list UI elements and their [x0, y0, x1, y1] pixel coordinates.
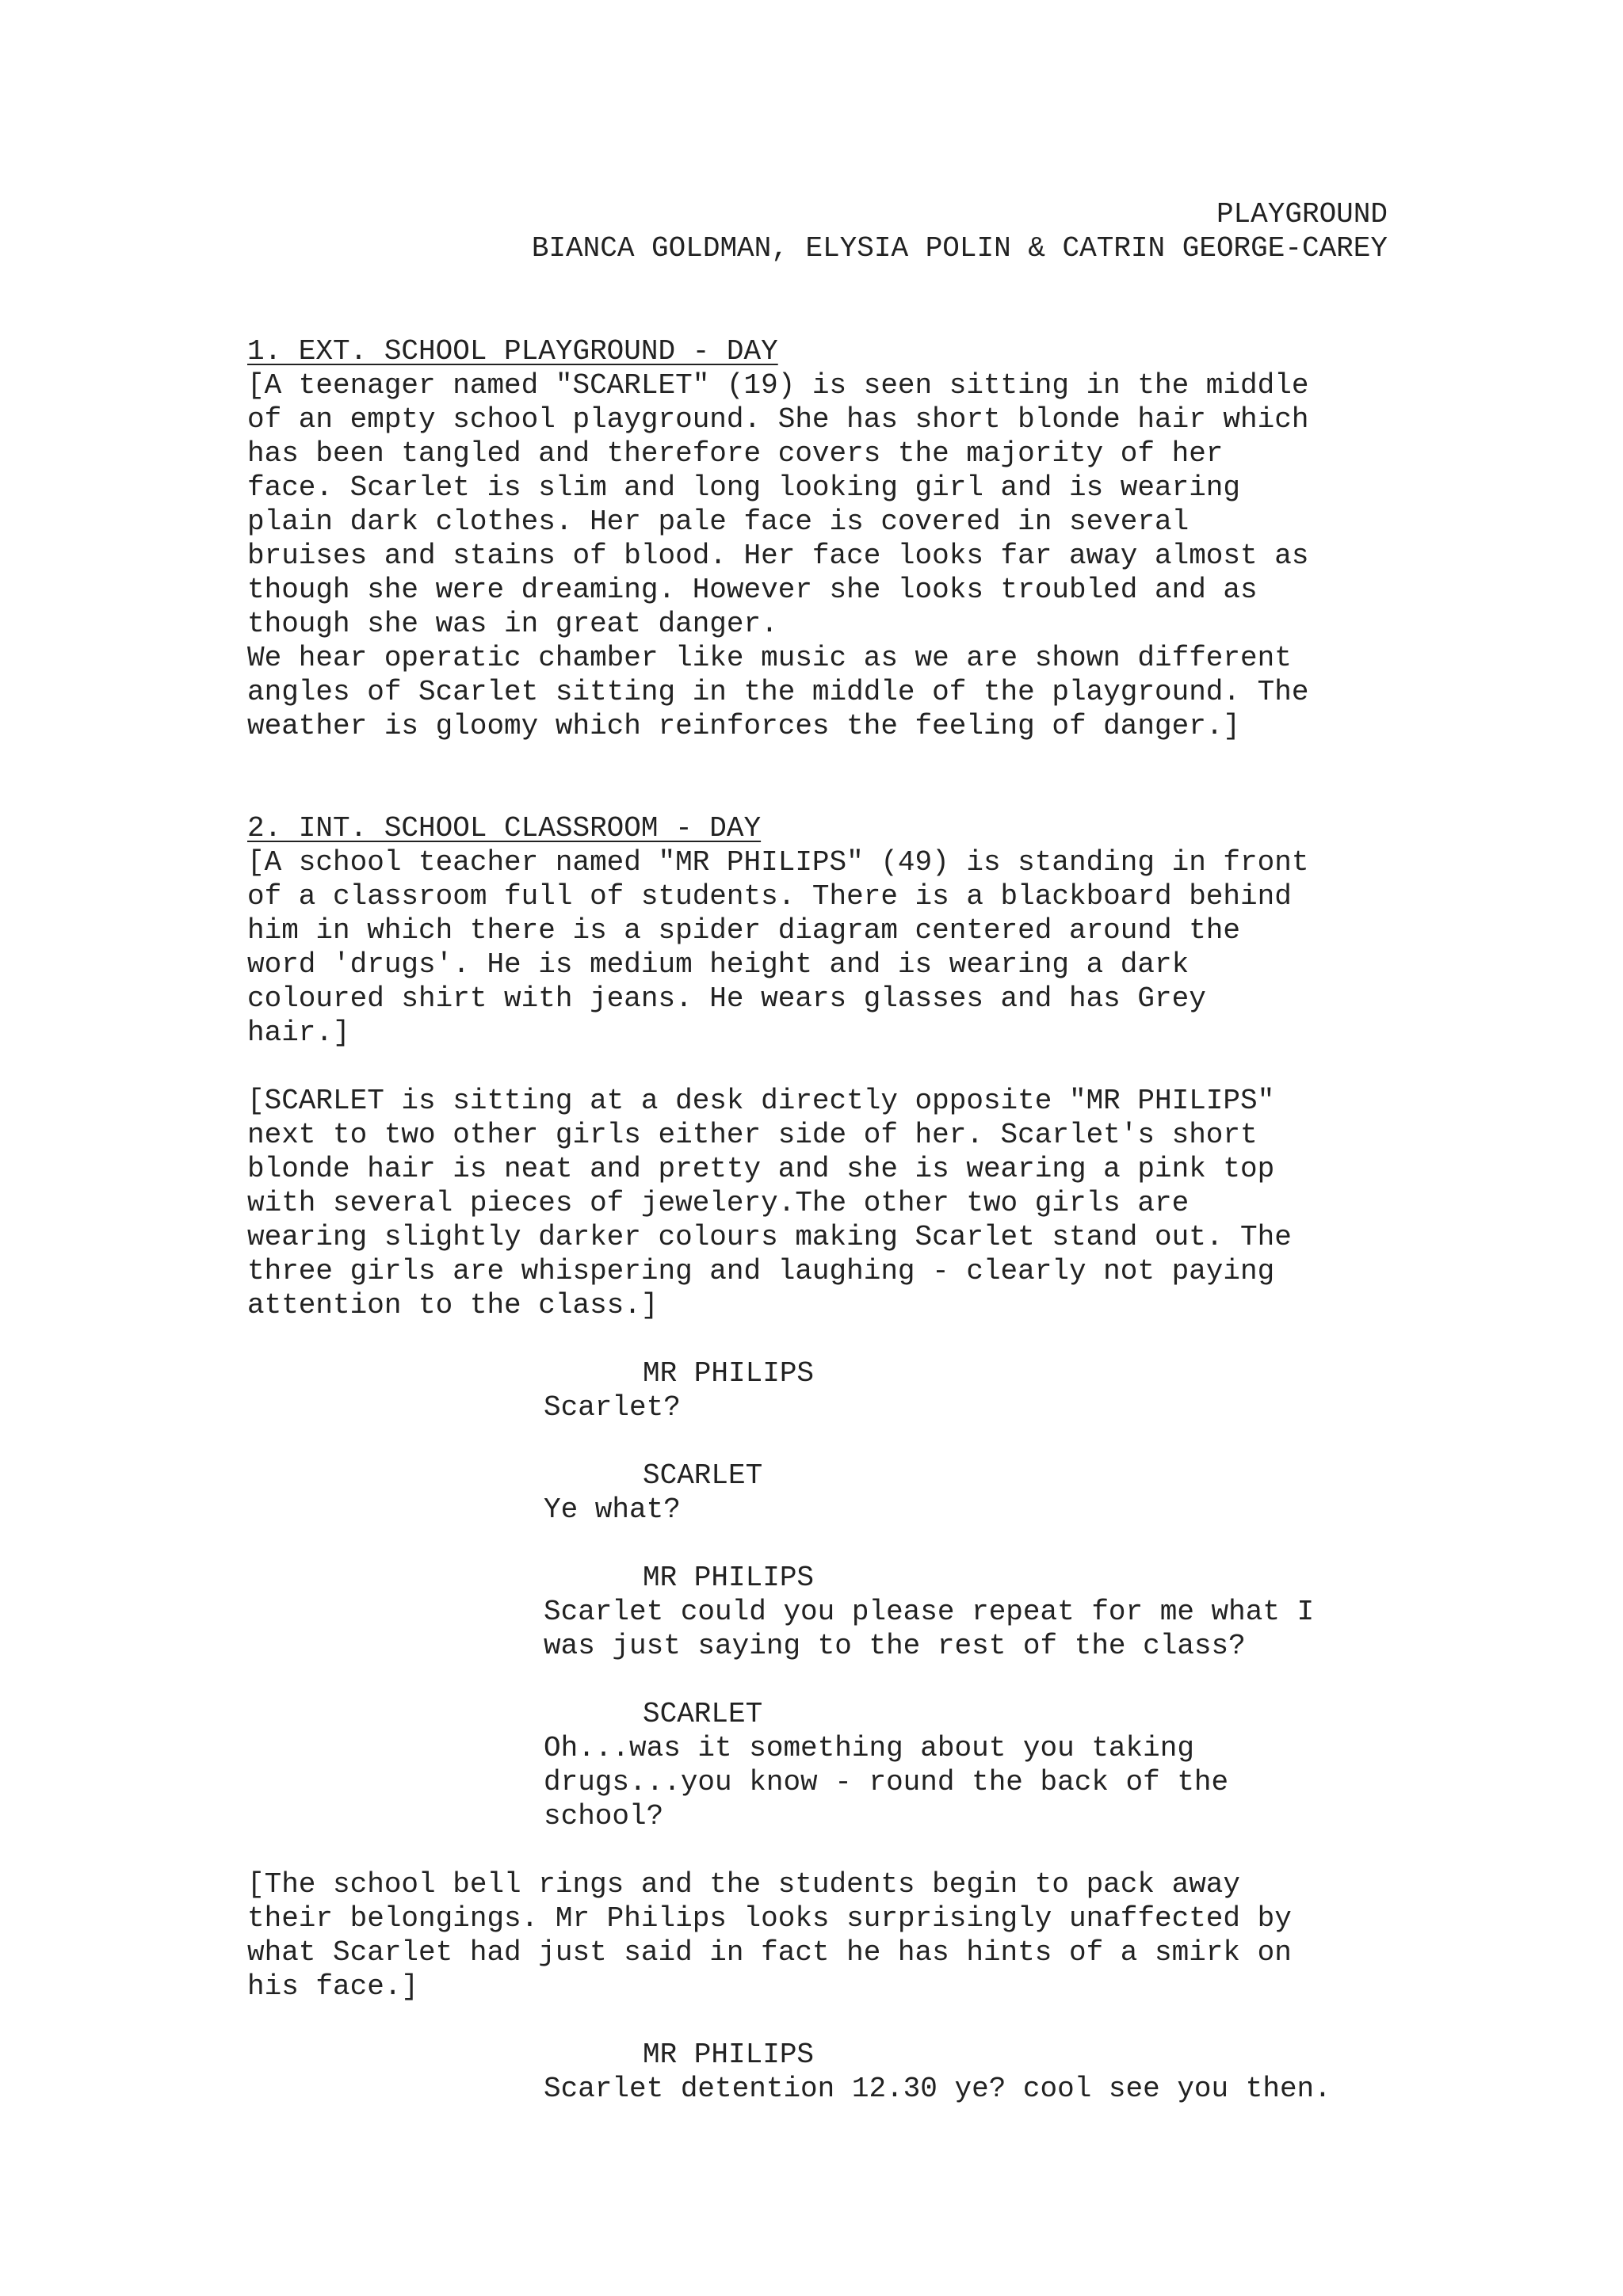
paragraph-spacer [247, 2004, 1404, 2038]
action-line: though she was in great danger. [247, 608, 778, 640]
action-line: weather is gloomy which reinforces the feeling of danger.] [247, 710, 1241, 742]
scene-1-action [247, 368, 1404, 743]
scene-2-action-2 [247, 1084, 1404, 1322]
scene-spacer [247, 743, 1404, 811]
action-line: his face.] [247, 1970, 419, 2003]
character-name: MR PHILIPS [643, 1357, 815, 1390]
action-line: [A teenager named "SCARLET" (19) is seen sitting in the middle [247, 369, 1309, 402]
dialogue-line: Scarlet could you please repeat for me what I [544, 1596, 1315, 1628]
script-title: PLAYGROUND [1216, 198, 1388, 231]
dialogue-line: drugs...you know - round the back of the [544, 1766, 1229, 1798]
action-line: angles of Scarlet sitting in the middle of the playground. The [247, 676, 1309, 708]
action-line: word 'drugs'. He is medium height and is wearing a dark [247, 948, 1190, 981]
dialogue-line: was just saying to the rest of the class? [544, 1630, 1246, 1662]
action-line: of a classroom full of students. There is a blackboard behind [247, 880, 1292, 913]
character-name: MR PHILIPS [643, 1562, 815, 1594]
dialogue-spacer [544, 1527, 1404, 1561]
dialogue-spacer [544, 1425, 1404, 1459]
action-line: their belongings. Mr Philips looks surprisingly unaffected by [247, 1902, 1292, 1935]
scene-heading-2: 2. INT. SCHOOL CLASSROOM - DAY [247, 812, 762, 845]
paragraph-spacer [247, 1050, 1404, 1084]
action-line: of an empty school playground. She has short blonde hair which [247, 403, 1309, 436]
action-line: bruises and stains of blood. Her face looks far away almost as [247, 540, 1309, 572]
scene-heading-1: 1. EXT. SCHOOL PLAYGROUND - DAY [247, 335, 778, 368]
action-line: [SCARLET is sitting at a desk directly opposite "MR PHILIPS" [247, 1085, 1275, 1117]
character-name: SCARLET [643, 1459, 763, 1492]
script-body [247, 334, 1404, 2106]
paragraph-spacer [247, 1833, 1404, 1867]
script-authors: BIANCA GOLDMAN, ELYSIA POLIN & CATRIN GEORGE-CAREY [531, 232, 1388, 265]
action-line: [A school teacher named "MR PHILIPS" (49) is standing in front [247, 846, 1309, 879]
dialogue-block-2 [544, 2038, 1404, 2106]
dialogue-line: school? [544, 1800, 664, 1833]
scene-2-action-3 [247, 1867, 1404, 2004]
dialogue-block-1 [544, 1356, 1404, 1833]
action-line: with several pieces of jewelery.The other two girls are [247, 1187, 1190, 1219]
action-line: blonde hair is neat and pretty and she is wearing a pink top [247, 1153, 1275, 1185]
action-line: coloured shirt with jeans. He wears glasses and has Grey [247, 982, 1206, 1015]
scene-2-action-1 [247, 845, 1404, 1050]
character-name: MR PHILIPS [643, 2039, 815, 2071]
action-line: hair.] [247, 1016, 350, 1049]
dialogue-line: Ye what? [544, 1493, 681, 1526]
action-line: attention to the class.] [247, 1289, 659, 1322]
dialogue-line: Scarlet? [544, 1391, 681, 1424]
action-line: plain dark clothes. Her pale face is covered in several [247, 505, 1190, 538]
action-line: [The school bell rings and the students begin to pack away [247, 1868, 1241, 1901]
character-name: SCARLET [643, 1698, 763, 1730]
paragraph-spacer [247, 1322, 1404, 1356]
action-line: three girls are whispering and laughing - clearly not paying [247, 1255, 1275, 1287]
action-line: wearing slightly darker colours making Scarlet stand out. The [247, 1221, 1292, 1253]
action-line: We hear operatic chamber like music as we are shown different [247, 642, 1292, 674]
action-line: next to two other girls either side of her. Scarlet's short [247, 1119, 1258, 1151]
dialogue-spacer [544, 1663, 1404, 1697]
title-block [120, 197, 1388, 265]
action-line: what Scarlet had just said in fact he has hints of a smirk on [247, 1936, 1292, 1969]
dialogue-line: Scarlet detention 12.30 ye? cool see you then. [544, 2073, 1331, 2105]
action-line: him in which there is a spider diagram centered around the [247, 914, 1241, 947]
dialogue-line: Oh...was it something about you taking [544, 1732, 1194, 1764]
action-line: though she were dreaming. However she looks troubled and as [247, 574, 1258, 606]
action-line: face. Scarlet is slim and long looking girl and is wearing [247, 471, 1241, 504]
action-line: has been tangled and therefore covers the majority of her [247, 437, 1224, 470]
